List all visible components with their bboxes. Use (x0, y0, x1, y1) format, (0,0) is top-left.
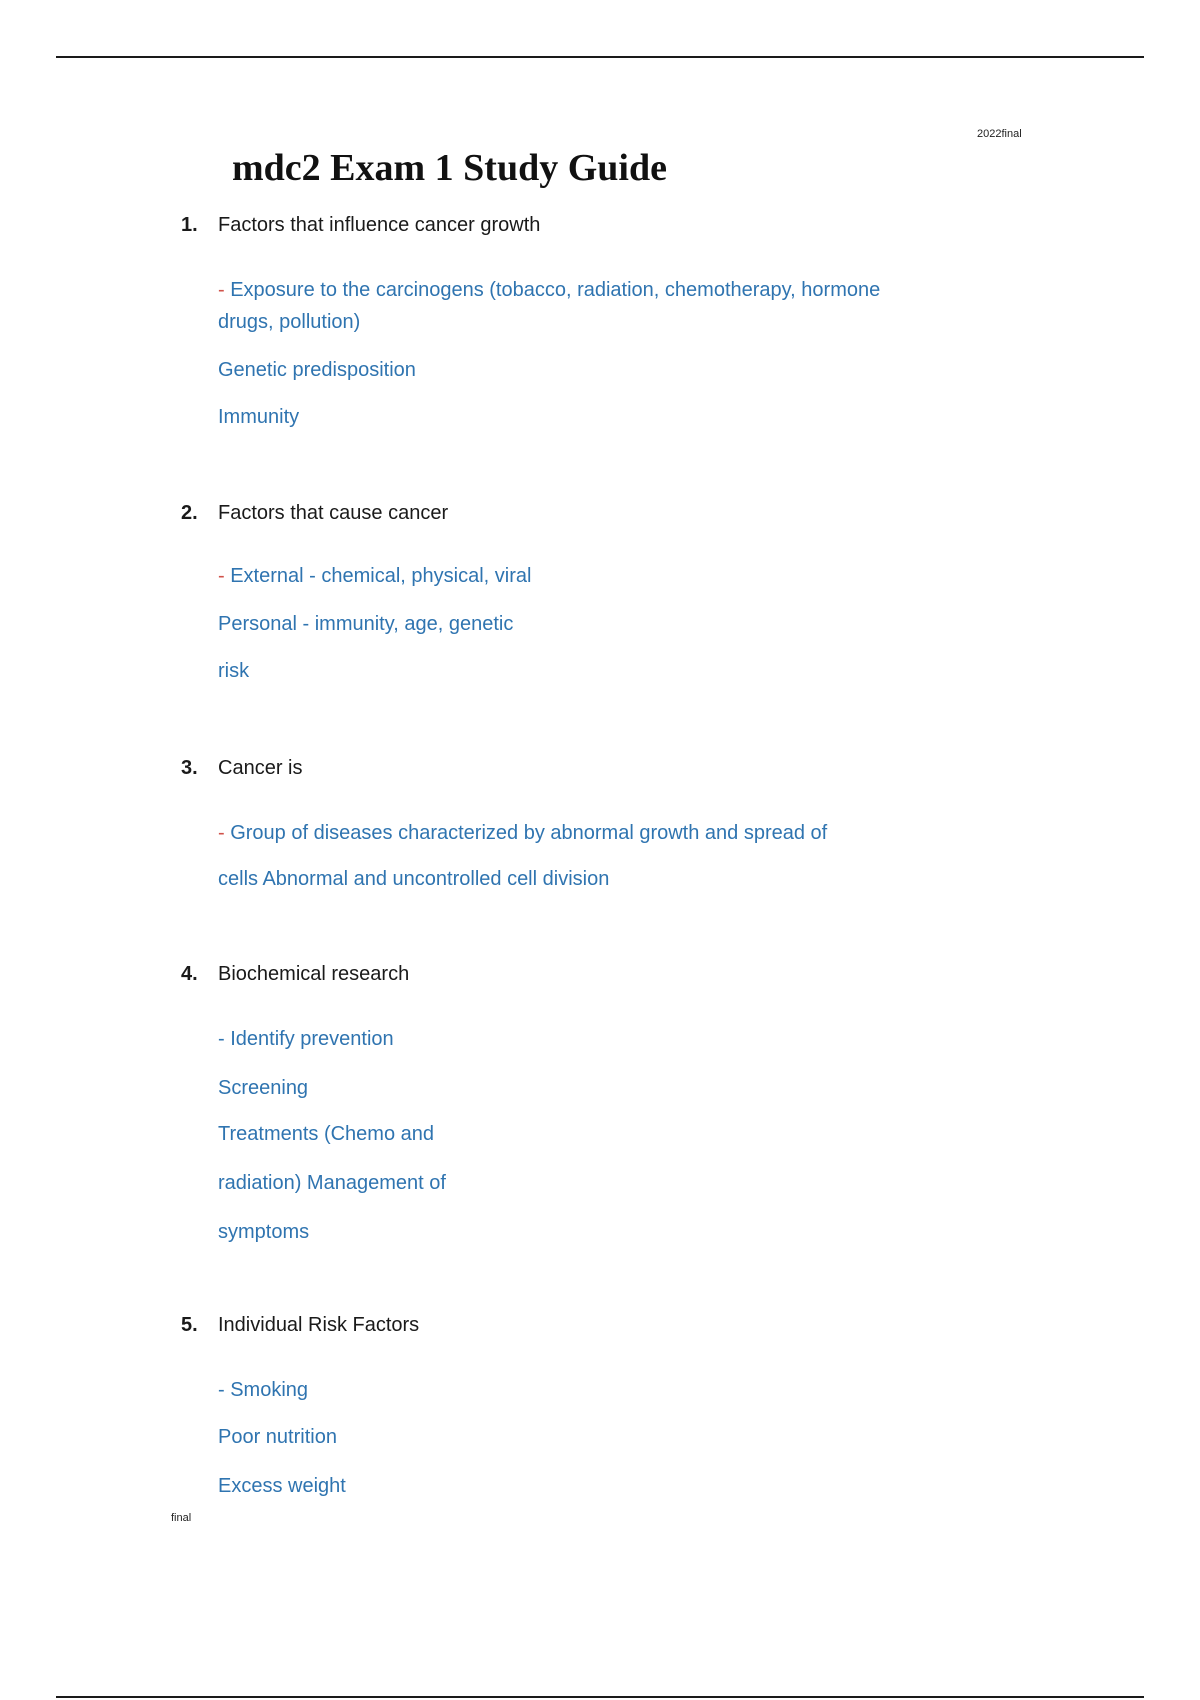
dash-marker: - (218, 1028, 231, 1050)
bottom-rule (56, 1696, 1144, 1698)
top-rule (56, 56, 1144, 58)
dash-marker: - (218, 822, 231, 844)
question-number: 3. (181, 757, 198, 779)
dash-marker: - (218, 565, 231, 587)
answer-line: - External - chemical, physical, viral (218, 565, 532, 587)
answer-line: Excess weight (218, 1475, 346, 1497)
dash-marker: - (218, 1379, 231, 1401)
dash-marker: - (218, 279, 231, 301)
footer-label: final (171, 1512, 192, 1524)
answer-line: Treatments (Chemo and (218, 1123, 435, 1145)
answer-line: Immunity (218, 406, 300, 428)
answer-line: - Smoking (218, 1379, 309, 1401)
question-number: 4. (181, 963, 198, 985)
answer-line: risk (218, 660, 250, 682)
question-number: 2. (181, 502, 198, 524)
question-text: Cancer is (218, 757, 303, 779)
question-text: Individual Risk Factors (218, 1314, 420, 1336)
answer-line: - Identify prevention (218, 1028, 394, 1050)
document-title: mdc2 Exam 1 Study Guide (232, 147, 667, 189)
answer-line: drugs, pollution) (218, 311, 361, 333)
page-label: 2022final (977, 128, 1022, 140)
question-number: 5. (181, 1314, 198, 1336)
question-text: Biochemical research (218, 963, 410, 985)
answer-line: - Group of diseases characterized by abnormal growth and spread of (218, 822, 828, 844)
question-text: Factors that cause cancer (218, 502, 449, 524)
answer-line: Genetic predisposition (218, 359, 416, 381)
answer-line: radiation) Management of (218, 1172, 446, 1194)
answer-line: Poor nutrition (218, 1426, 337, 1448)
answer-line: cells Abnormal and uncontrolled cell division (218, 868, 610, 890)
answer-line: symptoms (218, 1221, 310, 1243)
question-text: Factors that influence cancer growth (218, 214, 541, 236)
answer-line: Screening (218, 1077, 309, 1099)
answer-line: - Exposure to the carcinogens (tobacco, radiation, chemotherapy, hormone (218, 279, 881, 301)
answer-line: Personal - immunity, age, genetic (218, 613, 514, 635)
question-number: 1. (181, 214, 198, 236)
